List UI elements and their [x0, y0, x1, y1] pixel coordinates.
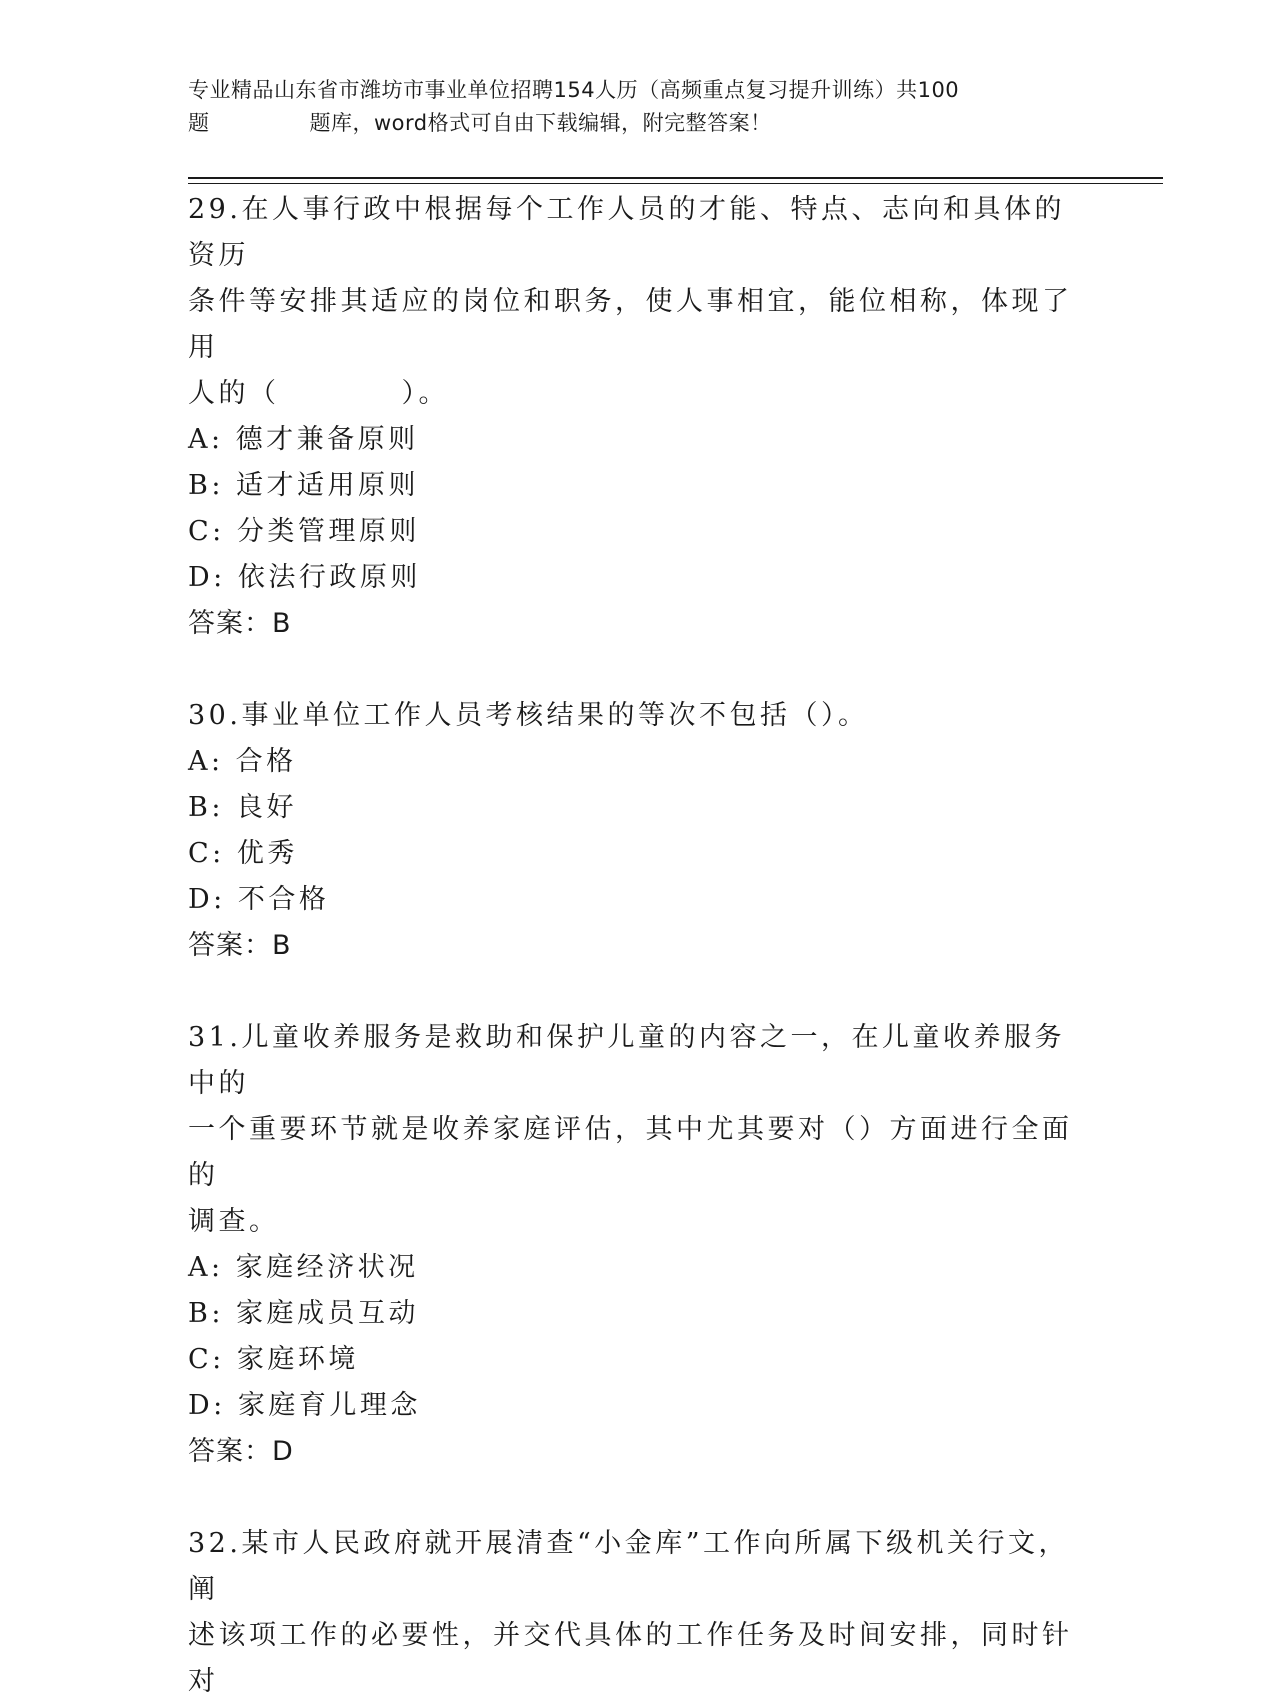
- question-stem-line: 人的（ ）。: [188, 378, 449, 409]
- header-title-line-2: [188, 107, 1088, 140]
- question-stem-line: 32.某市人民政府就开展清查“小金库”工作向所属下级机关行文，阐: [188, 1528, 1070, 1605]
- question-spacer: [188, 647, 1088, 693]
- question-stem-line: 29.在人事行政中根据每个工作人员的才能、特点、志向和具体的资历: [188, 194, 1065, 271]
- answer-line: 答案：B: [188, 608, 292, 639]
- document-header: [188, 74, 1088, 140]
- question-stem-line: 一个重要环节就是收养家庭评估，其中尤其要对（）方面进行全面的: [188, 1114, 1073, 1191]
- option-a: A: 家庭经济状况: [188, 1252, 419, 1283]
- header-title-line-2-left: 题: [188, 111, 210, 135]
- option-c: C: 家庭环境: [188, 1344, 359, 1375]
- answer-line: 答案：B: [188, 930, 292, 961]
- question-stem-line: 31.儿童收养服务是救助和保护儿童的内容之一，在儿童收养服务中的: [188, 1022, 1065, 1099]
- header-divider-thin: [188, 183, 1163, 184]
- option-c: C: 分类管理原则: [188, 516, 420, 547]
- option-c: C: 优秀: [188, 838, 298, 869]
- question-spacer: [188, 1475, 1088, 1521]
- option-d: D: 依法行政原则: [188, 562, 421, 593]
- question-stem-line: 调查。: [188, 1206, 280, 1237]
- question-spacer: [188, 969, 1088, 1015]
- header-gap: [210, 107, 310, 140]
- option-a: A: 德才兼备原则: [188, 424, 419, 455]
- question-32: [188, 1521, 1088, 1705]
- option-a: A: 合格: [188, 746, 297, 777]
- question-30: [188, 693, 1088, 969]
- question-29: [188, 187, 1088, 647]
- header-title-line-1: 专业精品山东省市潍坊市事业单位招聘154人历（高频重点复习提升训练）共100: [188, 78, 960, 102]
- answer-line: 答案：D: [188, 1436, 294, 1467]
- question-stem-line: 条件等安排其适应的岗位和职务，使人事相宜，能位相称，体现了用: [188, 286, 1073, 363]
- option-d: D: 家庭育儿理念: [188, 1390, 421, 1421]
- question-list: [188, 187, 1088, 1705]
- question-31: [188, 1015, 1088, 1475]
- header-title-line-2-right: 题库，word格式可自由下载编辑，附完整答案！: [309, 111, 772, 135]
- question-stem-line: 30.事业单位工作人员考核结果的等次不包括（）。: [188, 700, 869, 731]
- option-b: B: 家庭成员互动: [188, 1298, 420, 1329]
- option-b: B: 良好: [188, 792, 298, 823]
- header-divider-thick: [188, 177, 1163, 179]
- option-b: B: 适才适用原则: [188, 470, 420, 501]
- question-stem-line: 述该项工作的必要性，并交代具体的工作任务及时间安排，同时针对: [188, 1620, 1073, 1697]
- option-d: D: 不合格: [188, 884, 330, 915]
